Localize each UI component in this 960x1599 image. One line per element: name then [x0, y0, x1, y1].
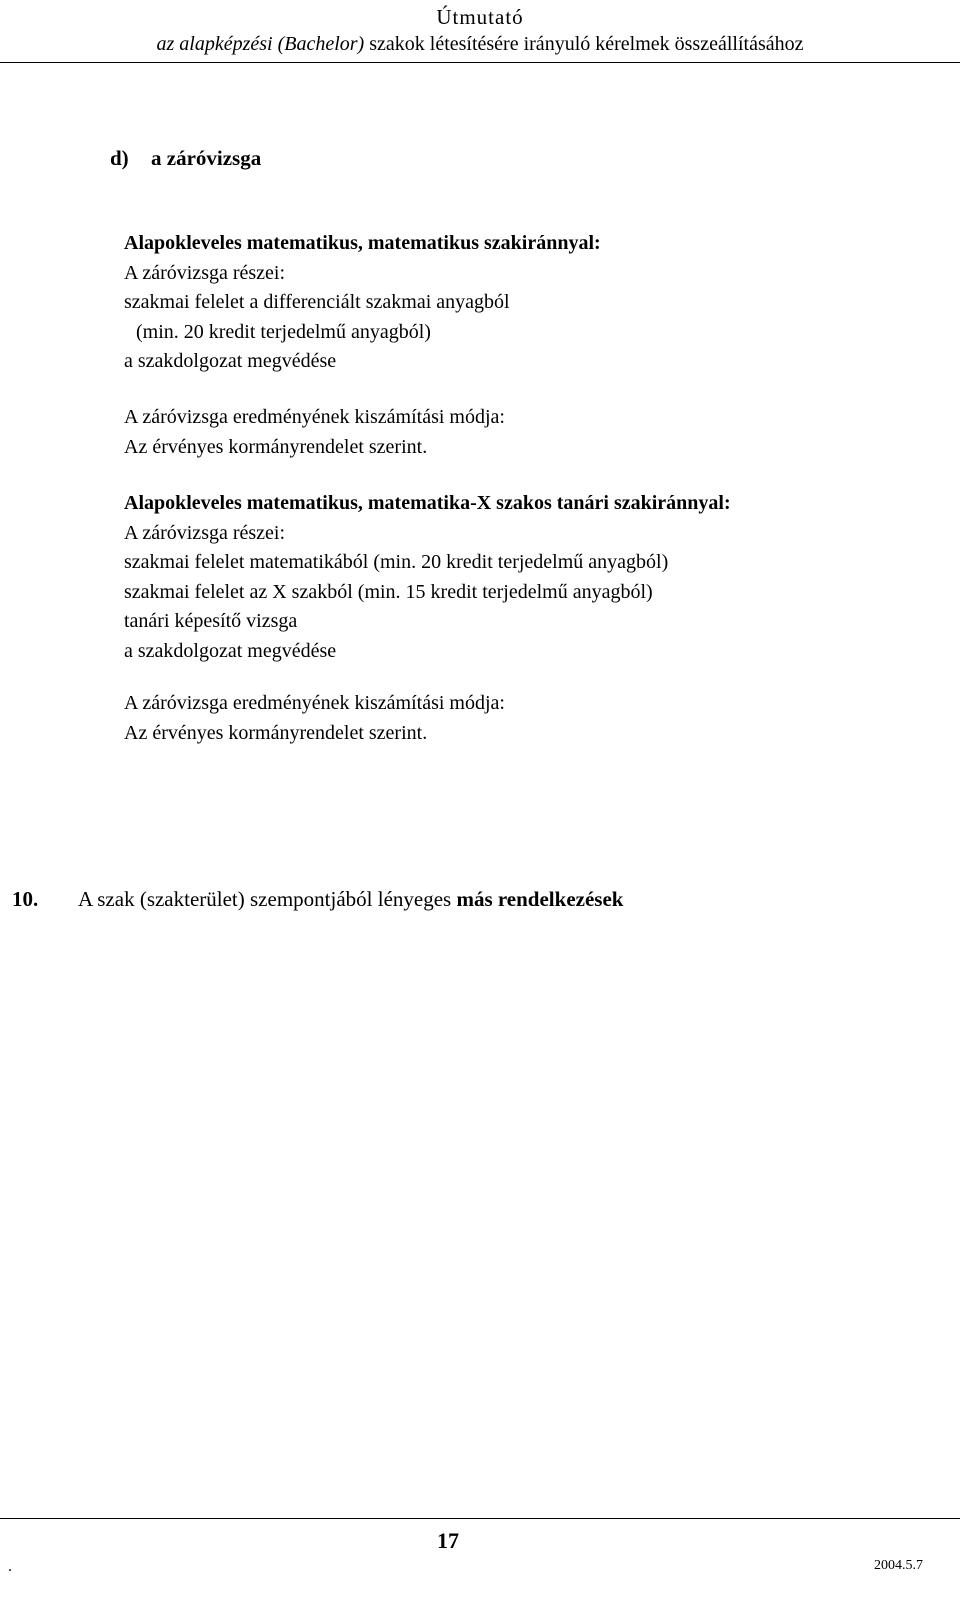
footer-date: 2004.5.7: [874, 1558, 923, 1573]
block1-result-text: Az érvényes kormányrendelet szerint.: [124, 435, 428, 458]
block2-exam-parts: [124, 489, 731, 666]
block1-part: szakmai felelet a differenciált szakmai anyagból: [124, 291, 510, 313]
block1-result: [124, 403, 505, 462]
block2-result: [124, 689, 505, 748]
footer-dot: .: [8, 1558, 12, 1575]
block1-part: (min. 20 kredit terjedelmű anyagból): [136, 320, 431, 343]
section-d-title: a záróvizsga: [151, 146, 262, 170]
section-d-number: d): [110, 146, 129, 170]
section-10-number: 10.: [12, 887, 39, 911]
header-subtitle-italic: az alapképzési (Bachelor): [156, 33, 365, 55]
block2-title: Alapokleveles matematikus, matematika-X szakos tanári szakiránnyal:: [124, 492, 731, 514]
block2-part: a szakdolgozat megvédése: [124, 639, 337, 662]
block1-part: a szakdolgozat megvédése: [124, 350, 337, 372]
block2-part: szakmai felelet matematikából (min. 20 kredit terjedelmű anyagból): [124, 551, 669, 573]
block1-title: Alapokleveles matematikus, matematikus szakiránnyal:: [124, 232, 601, 254]
block1-parts-label: A záróvizsga részei:: [124, 261, 286, 284]
section-10-heading: [12, 887, 623, 912]
header-subtitle-rest: szakok létesítésére irányuló kérelmek összeállításához: [364, 33, 804, 55]
header-title: Útmutató: [436, 5, 524, 29]
block1-result-label: A záróvizsga eredményének kiszámítási módja:: [124, 406, 505, 428]
header-subtitle: [0, 33, 960, 56]
block2-part: szakmai felelet az X szakból (min. 15 kredit terjedelmű anyagból): [124, 580, 653, 603]
block2-result-text: Az érvényes kormányrendelet szerint.: [124, 721, 428, 744]
block2-part: tanári képesítő vizsga: [124, 610, 298, 632]
section-10-emphasis: más rendelkezések: [456, 887, 624, 911]
header-divider: [0, 62, 960, 63]
section-d-heading: [110, 146, 261, 171]
block2-result-label: A záróvizsga eredményének kiszámítási módja:: [124, 692, 505, 714]
section-10-text: A szak (szakterület) szempontjából lényeges: [78, 887, 457, 911]
block2-parts-label: A záróvizsga részei:: [124, 521, 286, 544]
page-number: 17: [437, 1528, 459, 1553]
block1-exam-parts: [124, 229, 601, 377]
footer-divider: [0, 1518, 960, 1519]
